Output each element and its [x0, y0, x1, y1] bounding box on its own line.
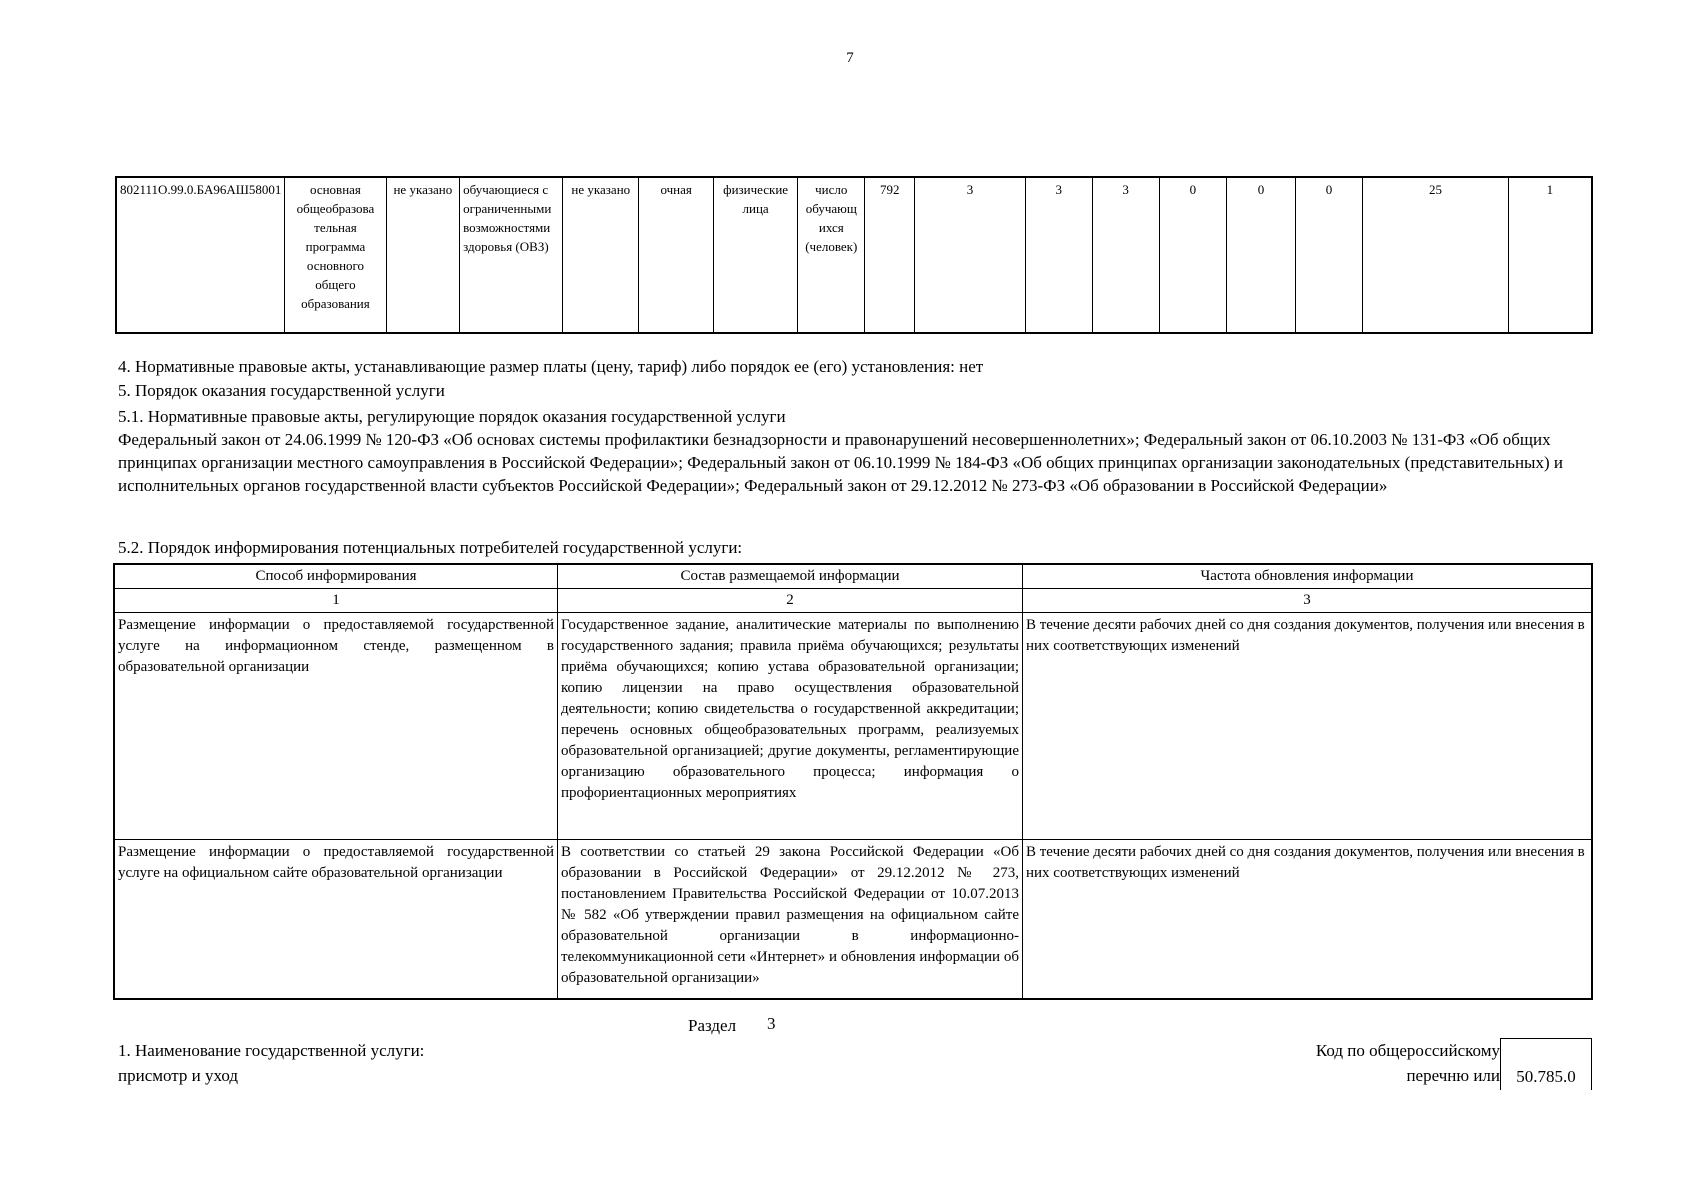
code-label: Код по общероссийскому [1315, 1041, 1500, 1060]
table-cell: не указано [386, 177, 460, 333]
table-header-row [114, 564, 1592, 589]
table-cell: 0 [1159, 177, 1227, 333]
info-method-cell: Размещение информации о предоставляемой государственной услуге на информационном стенде, размещенном в образовательной организации [114, 613, 558, 840]
section-label: Раздел [688, 1016, 737, 1035]
column-number: 3 [1023, 589, 1593, 613]
code-value-box: 50.785.0 [1500, 1038, 1592, 1090]
table-cell: не указано [563, 177, 639, 333]
page-number: 7 [846, 50, 854, 66]
table-cell: число обучающ ихся (человек) [798, 177, 865, 333]
section-4-text: 4. Нормативные правовые акты, устанавливающие размер платы (цену, тариф) либо порядок ее (его) установления: нет [118, 357, 984, 376]
info-content-cell: Государственное задание, аналитические материалы по выполнению государственного задания; правила приёма обучающихся; результаты приёма обучающихся; копию устава образовательной организации; копию лицензии на право осуществления образовательной деятельности; копию свидетельства о государственной аккредитации; перечень основных общеобразовательных программ, реализуемых образовательной организацией; другие документы, регламентирующие организацию образовательного процесса; информация о профориентационных мероприятиях [558, 613, 1023, 840]
column-number: 1 [114, 589, 558, 613]
program-cell: основная общеобразова тельная программа основного общего образования [285, 177, 386, 333]
section-5-1-heading: 5.1. Нормативные правовые акты, регулирующие порядок оказания государственной услуги [118, 407, 786, 426]
table-cell: 3 [915, 177, 1026, 333]
laws-text: Федеральный закон от 24.06.1999 № 120-ФЗ «Об основах системы профилактики безнадзорности и правонарушений несовершеннолетних»; Федеральный закон от 06.10.2003 № 131-ФЗ «Об общих принципах организации местного самоуправления в Российской Федерации»; Федеральный закон от 06.10.1999 № 184-ФЗ «Об общих принципах организации законодательных (представительных) и исполнительных органов государственной власти субъектов Российской Федерации»; Федеральный закон от 29.12.2012 № 273-ФЗ «Об образовании в Российской Федерации» [118, 430, 1563, 495]
column-header: Частота обновления информации [1023, 564, 1593, 589]
table-cell: 1 [1508, 177, 1592, 333]
column-number: 2 [558, 589, 1023, 613]
section-5-heading: 5. Порядок оказания государственной услуги [118, 381, 445, 400]
info-frequency-cell: В течение десяти рабочих дней со дня создания документов, получения или внесения в них соответствующих изменений [1023, 613, 1593, 840]
info-table [113, 563, 1593, 1000]
info-content-cell: В соответствии со статьей 29 закона Российской Федерации «Об образовании в Российской Федерации» от 29.12.2012 № 273, постановлением Правительства Российской Федерации от 10.07.2013 № 582 «Об утверждении правил размещения на официальном сайте образовательной организации в информационно-телекоммуникационной сети «Интернет» и обновления информации об образовательной организации» [558, 840, 1023, 1000]
table-row [114, 613, 1592, 840]
column-header: Состав размещаемой информации [558, 564, 1023, 589]
code-label-continued: перечню или [1406, 1066, 1500, 1085]
table-cell: 3 [1092, 177, 1159, 333]
service-name-label: 1. Наименование государственной услуги: [118, 1041, 425, 1060]
table-cell: обучающиеся с ограниченными возможностями здоровья (ОВЗ) [460, 177, 563, 333]
table-cell: 3 [1025, 177, 1092, 333]
table-cell: физические лица [714, 177, 798, 333]
table-row [114, 840, 1592, 1000]
table-cell: 792 [865, 177, 915, 333]
registry-code-cell: 802111О.99.0.БА96АШ58001 [116, 177, 285, 333]
indicator-table [115, 176, 1593, 334]
table-cell: очная [639, 177, 714, 333]
info-frequency-cell: В течение десяти рабочих дней со дня создания документов, получения или внесения в них соответствующих изменений [1023, 840, 1593, 1000]
column-header: Способ информирования [114, 564, 558, 589]
section-5-2-heading: 5.2. Порядок информирования потенциальных потребителей государственной услуги: [118, 538, 743, 557]
table-number-row [114, 589, 1592, 613]
section-number: 3 [767, 1014, 776, 1033]
table-cell: 0 [1227, 177, 1295, 333]
info-method-cell: Размещение информации о предоставляемой государственной услуге на официальном сайте образовательной организации [114, 840, 558, 1000]
table-cell: 0 [1295, 177, 1363, 333]
table-cell: 25 [1363, 177, 1508, 333]
service-name-value: присмотр и уход [118, 1066, 239, 1085]
table-row [116, 177, 1592, 333]
